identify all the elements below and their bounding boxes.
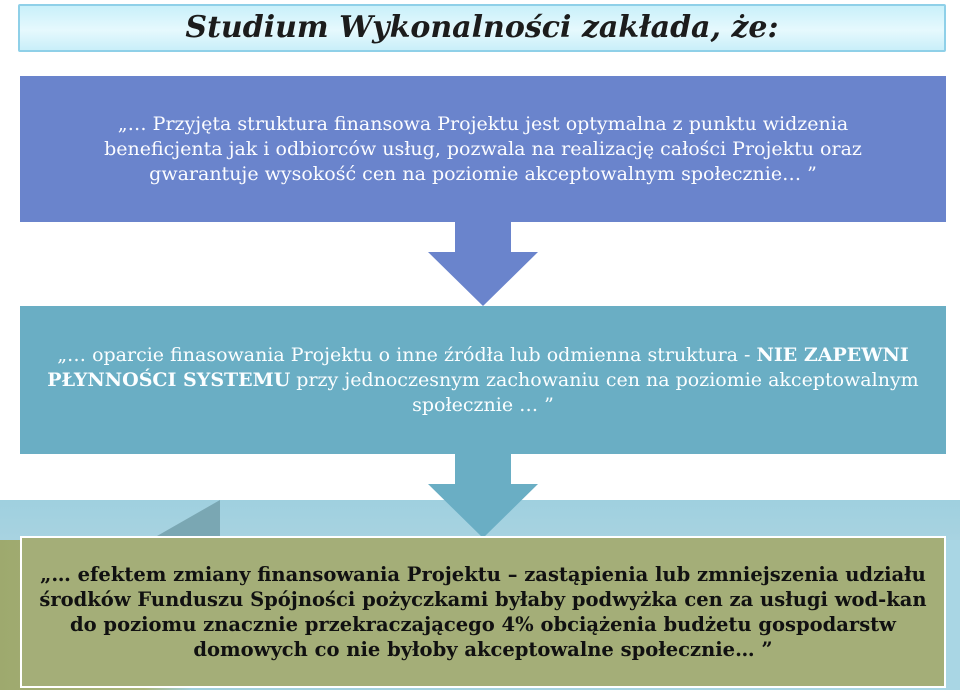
step-box-2 bbox=[20, 306, 946, 454]
step-box-3 bbox=[20, 536, 946, 688]
page-title: Studium Wykonalności zakłada, że: bbox=[185, 10, 779, 45]
down-arrow-2-icon bbox=[428, 454, 538, 538]
title-banner bbox=[18, 4, 946, 52]
down-arrow-2 bbox=[428, 454, 538, 538]
step-3-text: „… efektem zmiany finansowania Projektu – zastąpienia lub zmniejszenia udziału środków Funduszu Spójności pożyczkami byłaby podwyżka cen za usługi wod-kan do poziomu znacznie przekraczającego 4% obciążenia budżetu gospodarstw domowych co nie byłoby akceptowalne społecznie… ” bbox=[39, 563, 927, 661]
step-1-text: „… Przyjęta struktura finansowa Projektu jest optymalna z punktu widzenia beneficjenta jak i odbiorców usług, pozwala na realizację całości Projektu oraz gwarantuje wysokość cen na poziomie akceptowalnym społecznie… ” bbox=[104, 112, 862, 185]
step-box-1 bbox=[20, 76, 946, 222]
background-accent-triangle bbox=[150, 500, 220, 540]
step-2-text-part1: „… oparcie finasowania Projektu o inne źródła lub odmienna struktura - bbox=[57, 343, 757, 366]
step-2-text-emphasis: NIE ZAPEWNI PŁYNNOŚCI SYSTEMU bbox=[47, 343, 909, 391]
step-2-text bbox=[30, 343, 936, 418]
down-arrow-1-icon bbox=[428, 222, 538, 306]
down-arrow-1 bbox=[428, 222, 538, 306]
step-2-text-part2: przy jednoczesnym zachowaniu cen na poziomie akceptowalnym społecznie … ” bbox=[290, 368, 919, 416]
